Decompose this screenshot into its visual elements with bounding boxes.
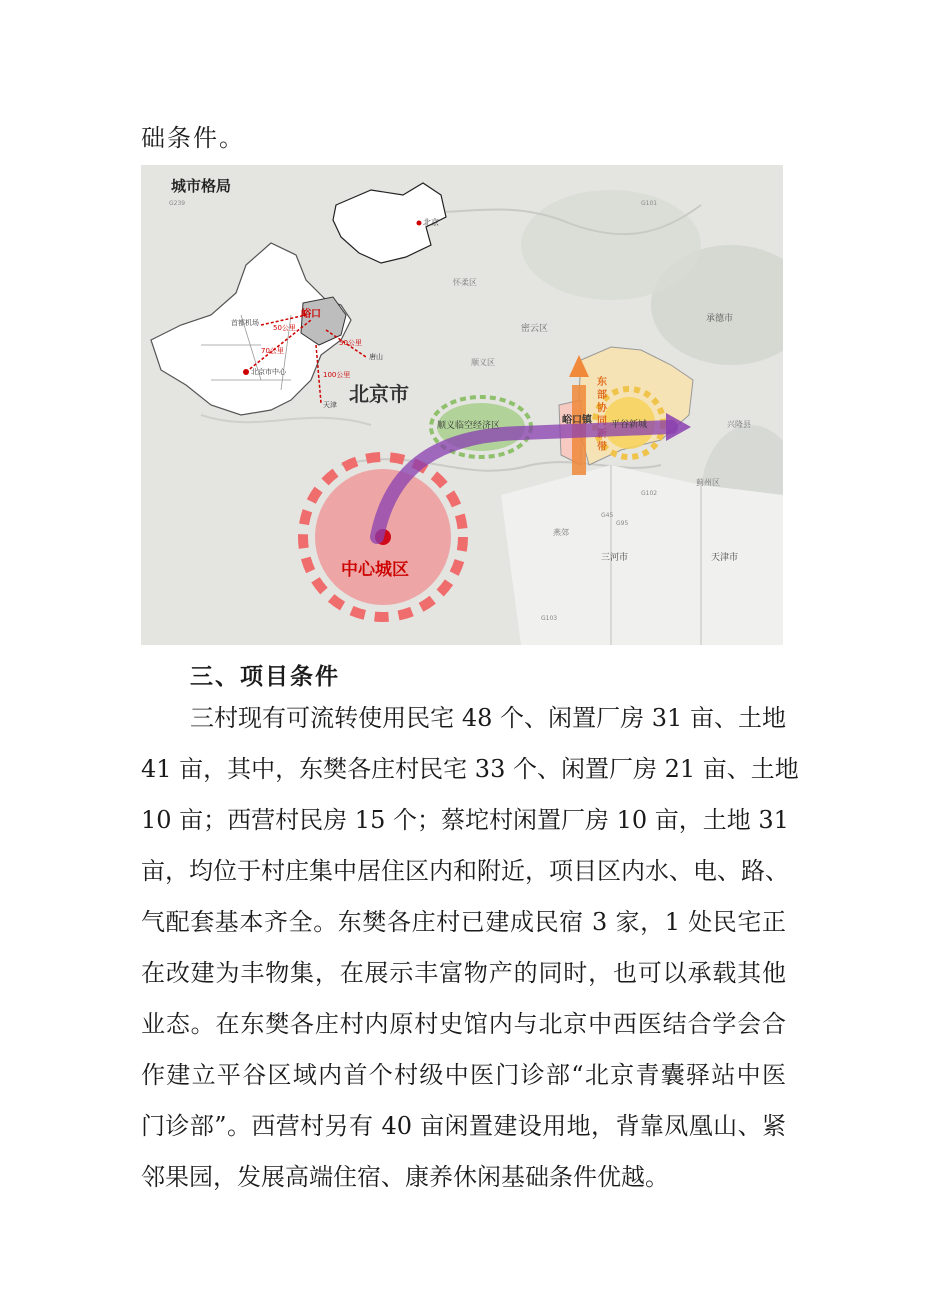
- place-chengde: 承德市: [706, 314, 734, 324]
- collab-char-2: 部: [597, 390, 607, 401]
- place-yanjiao: 燕郊: [553, 528, 569, 537]
- paragraph-line: 三村现有可流转使用民宅 48 个、闲置厂房 31 亩、土地: [190, 704, 786, 732]
- collab-char-6: 带: [597, 442, 607, 453]
- paragraph-line: 作建立平谷区域内首个村级中医门诊部“北京青囊驿站中医: [141, 1061, 786, 1089]
- corridor-label: 顺义临空经济区: [437, 421, 501, 431]
- paragraph-line: 10 亩；西营村民房 15 个；蔡坨村闲置厂房 10 亩，土地 31: [141, 806, 789, 834]
- inset-airport-label: 首都机场: [231, 319, 259, 327]
- road-g103: G103: [541, 615, 558, 622]
- place-huairou: 怀柔区: [453, 278, 477, 287]
- inset-pinggu-label: 峪口: [301, 309, 321, 320]
- inset-dist-50b: 50公里: [339, 339, 362, 347]
- beijing-label: 北京市: [349, 382, 409, 406]
- paragraph-line: 门诊部”。西营村另有 40 亩闲置建设用地，背靠凤凰山、紧: [141, 1112, 786, 1140]
- road-g45: G45: [601, 512, 614, 519]
- city-layout-map: [141, 165, 783, 645]
- place-miyun: 密云区: [521, 324, 549, 334]
- place-jizhou: 蓟州区: [696, 478, 720, 487]
- collab-char-4: 同: [597, 416, 607, 427]
- road-g239: G239: [169, 200, 186, 207]
- collab-char-3: 协: [597, 403, 607, 414]
- inset-center-label: 北京市中心: [251, 368, 286, 376]
- section-heading: 三、项目条件: [190, 664, 340, 690]
- place-shunyi: 顺义区: [471, 358, 495, 367]
- inset-dist-100: 100公里: [323, 371, 351, 379]
- paragraph-line: 41 亩，其中，东樊各庄村民宅 33 个、闲置厂房 21 亩、土地: [141, 755, 799, 783]
- road-g95: G95: [616, 520, 629, 527]
- place-tianjin: 天津市: [711, 553, 739, 563]
- paragraph-line: 邻果园，发展高端住宿、康养休闲基础条件优越。: [141, 1163, 669, 1191]
- inset-tangshan-label: 唐山: [369, 353, 383, 361]
- pinggu-newtown-label: 平谷新城: [611, 420, 648, 430]
- collab-char-5: 新: [597, 429, 607, 440]
- inset-tianjin-label: 天津: [323, 401, 337, 409]
- inset-beijing-label: 北京: [423, 218, 439, 227]
- collab-char-1: 东: [597, 377, 607, 388]
- inset-dist-70: 70公里: [261, 347, 284, 355]
- inset-dist-50a: 50公里: [273, 324, 296, 332]
- place-sanhe: 三河市: [601, 553, 629, 563]
- intro-text: 础条件。: [141, 124, 245, 152]
- place-xinglong: 兴隆县: [727, 420, 751, 429]
- paragraph-line: 亩，均位于村庄集中居住区内和附近，项目区内水、电、路、: [141, 857, 789, 885]
- center-district-label: 中心城区: [341, 560, 409, 580]
- road-g102: G102: [641, 490, 658, 497]
- town-label: 峪口镇: [562, 415, 592, 426]
- paragraph-line: 业态。在东樊各庄村内原村史馆内与北京中西医结合学会合: [141, 1010, 786, 1038]
- map-title: 城市格局: [171, 177, 232, 195]
- paragraph-line: 在改建为丰物集，在展示丰富物产的同时，也可以承载其他: [141, 959, 786, 987]
- paragraph-line: 气配套基本齐全。东樊各庄村已建成民宿 3 家，1 处民宅正: [141, 908, 786, 936]
- road-g101: G101: [641, 200, 658, 207]
